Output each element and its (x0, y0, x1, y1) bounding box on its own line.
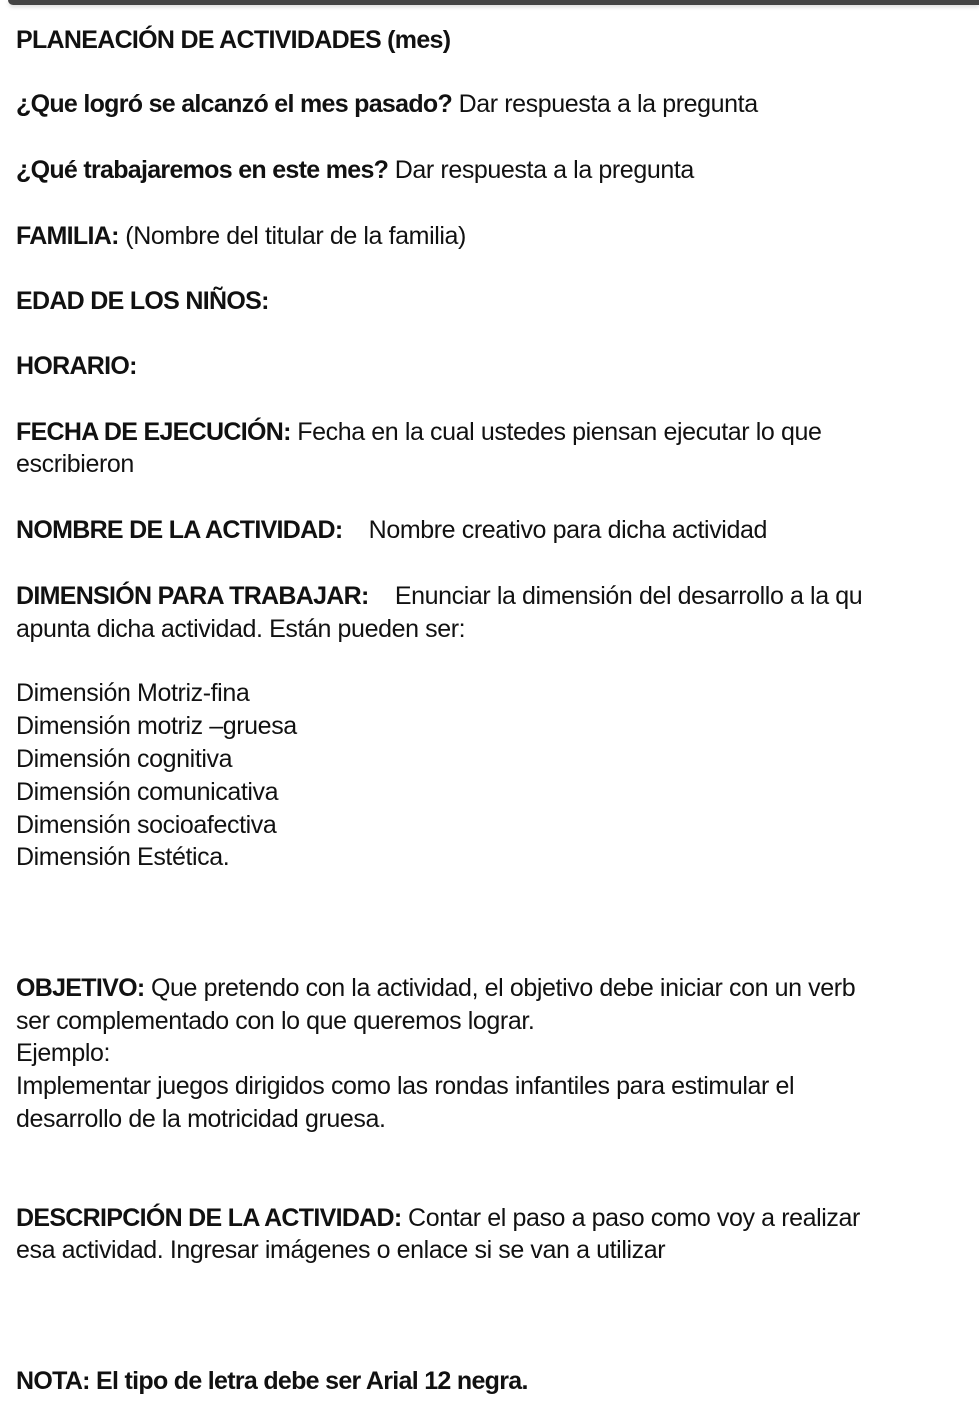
document-line (16, 743, 232, 775)
document-line (16, 1103, 386, 1135)
document-line (16, 710, 297, 742)
document-line (16, 448, 134, 480)
document-line (16, 1070, 794, 1102)
line-text: apunta dicha actividad. Están pueden ser: (16, 615, 466, 643)
line-label: ¿Qué trabajaremos en este mes? (16, 156, 389, 184)
line-label: EDAD DE LOS NIÑOS: (16, 287, 269, 315)
line-text: Ejemplo: (16, 1039, 111, 1067)
line-text: Dimensión Motriz-fina (16, 679, 250, 707)
document-line (16, 514, 767, 546)
document-line (16, 1202, 860, 1234)
line-text: Nombre creativo para dicha actividad (342, 516, 767, 544)
document-line (16, 220, 466, 252)
document-line (16, 285, 269, 317)
title-text: PLANEACIÓN DE ACTIVIDADES (mes) (16, 26, 451, 54)
line-text: Dar respuesta a la pregunta (452, 90, 758, 118)
line-text: Dimensión cognitiva (16, 745, 233, 773)
line-text: Dimensión Estética. (16, 843, 230, 871)
line-text: Enunciar la dimensión del desarrollo a la qu (368, 582, 863, 610)
line-text: Dimensión socioafectiva (16, 811, 277, 839)
line-label: NOMBRE DE LA ACTIVIDAD: (16, 516, 343, 544)
line-text: Que pretendo con la actividad, el objetivo debe iniciar con un verb (144, 974, 856, 1002)
line-label: FECHA DE EJECUCIÓN: (16, 418, 291, 446)
document-line (16, 1037, 110, 1069)
line-text: Contar el paso a paso como voy a realizar (401, 1204, 860, 1232)
document-line (16, 154, 694, 186)
line-text: (Nombre del titular de la familia) (118, 222, 466, 250)
document-line (16, 809, 276, 841)
document-line (16, 1005, 534, 1037)
document-line (16, 580, 862, 612)
top-toolbar-edge (8, 0, 979, 5)
document-line (16, 613, 465, 645)
line-text: ser complementado con lo que queremos lograr. (16, 1007, 535, 1035)
line-label: DESCRIPCIÓN DE LA ACTIVIDAD: (16, 1204, 402, 1232)
line-text: Dimensión comunicativa (16, 778, 279, 806)
document-line (16, 677, 249, 709)
document-line (16, 1234, 665, 1266)
document-line (16, 776, 278, 808)
document-title (16, 24, 450, 56)
document-line (16, 972, 855, 1004)
line-text: desarrollo de la motricidad gruesa. (16, 1105, 386, 1133)
line-label: OBJETIVO: (16, 974, 145, 1002)
document-line (16, 1365, 528, 1397)
document-line (16, 416, 821, 448)
line-label: ¿Que logró se alcanzó el mes pasado? (16, 90, 453, 118)
line-text: Implementar juegos dirigidos como las rondas infantiles para estimular el (16, 1072, 795, 1100)
line-label: FAMILIA: (16, 222, 119, 250)
line-text: Dar respuesta a la pregunta (388, 156, 694, 184)
line-text: Dimensión motriz –gruesa (16, 712, 297, 740)
line-label: NOTA: El tipo de letra debe ser Arial 12 negra. (16, 1367, 528, 1395)
line-text: escribieron (16, 450, 134, 478)
line-label: DIMENSIÓN PARA TRABAJAR: (16, 582, 369, 610)
line-label: HORARIO: (16, 352, 137, 380)
line-text: Fecha en la cual ustedes piensan ejecutar lo que (290, 418, 822, 446)
document-line (16, 841, 229, 873)
document-line (16, 350, 137, 382)
document-line (16, 88, 758, 120)
line-text: esa actividad. Ingresar imágenes o enlace si se van a utilizar (16, 1236, 666, 1264)
